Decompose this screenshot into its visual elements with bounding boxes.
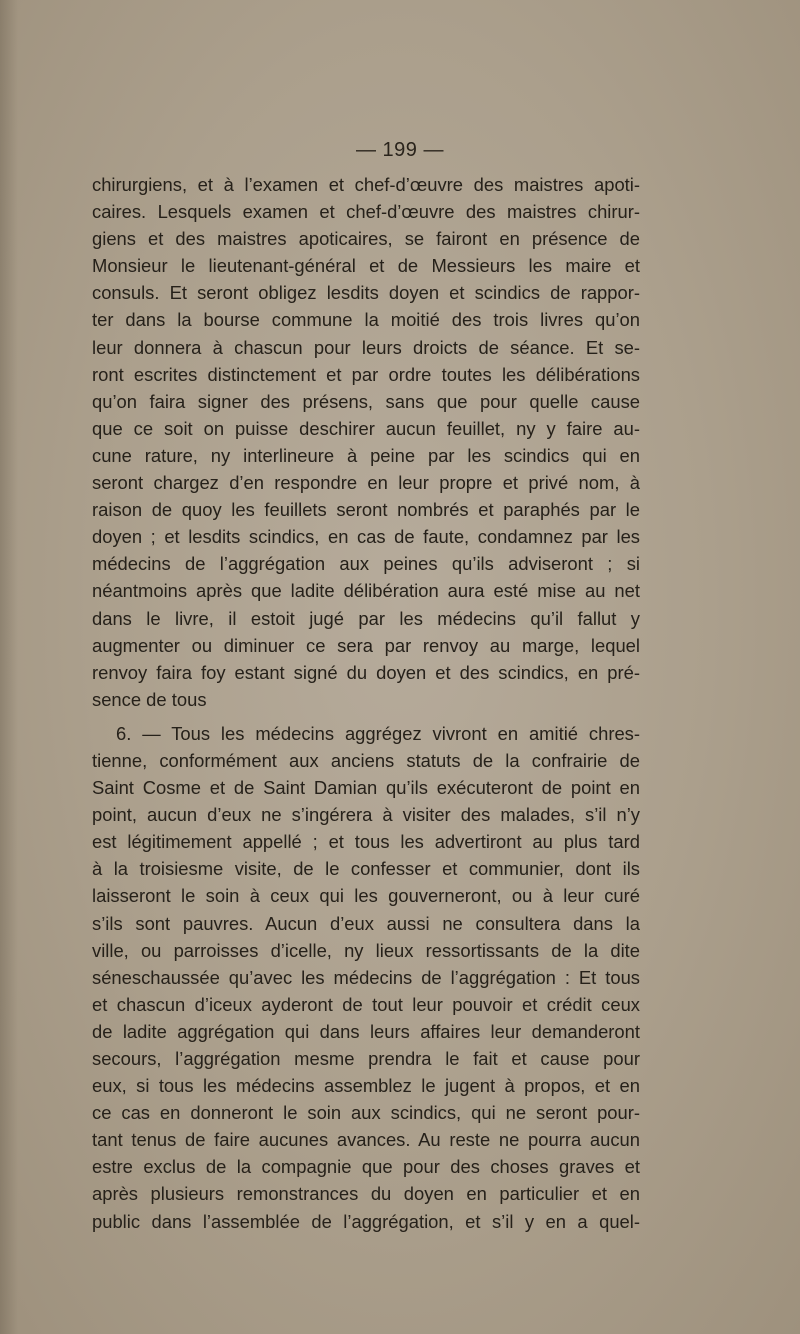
text-line: raison de quoy les feuillets seront nombrés et paraphés par le bbox=[92, 499, 640, 521]
text-line: s’ils sont pauvres. Aucun d’eux aussi ne consultera dans la bbox=[92, 912, 640, 934]
text-line: néantmoins après que ladite délibération aura esté mise au net bbox=[92, 580, 640, 602]
text-line: à la troisiesme visite, de le confesser et communier, dont ils bbox=[92, 858, 640, 880]
text-line: est légitimement appellé ; et tous les advertiront au plus tard bbox=[92, 831, 640, 853]
text-line: Monsieur le lieutenant-général et de Messieurs les maire et bbox=[92, 255, 640, 277]
text-line: caires. Lesquels examen et chef-d’œuvre des maistres chirur- bbox=[92, 201, 640, 223]
text-line: doyen ; et lesdits scindics, en cas de faute, condamnez par les bbox=[92, 526, 640, 548]
text-line: qu’on faira signer des présens, sans que pour quelle cause bbox=[92, 390, 640, 412]
text-line: seront chargez d’en respondre en leur propre et privé nom, à bbox=[92, 472, 640, 494]
paragraph-2 bbox=[92, 720, 640, 1235]
body-text bbox=[92, 171, 640, 1235]
text-line: Saint Cosme et de Saint Damian qu’ils exécuteront de point en bbox=[92, 777, 640, 799]
text-line: point, aucun d’eux ne s’ingérera à visiter des malades, s’il n’y bbox=[92, 804, 640, 826]
text-line: eux, si tous les médecins assemblez le jugent à propos, et en bbox=[92, 1075, 640, 1097]
text-line: dans le livre, il estoit jugé par les médecins qu’il fallut y bbox=[92, 607, 640, 629]
text-line: leur donnera à chascun pour leurs droicts de séance. Et se- bbox=[92, 336, 640, 358]
text-line: cune rature, ny interlineure à peine par les scindics qui en bbox=[92, 444, 640, 466]
text-line: après plusieurs remonstrances du doyen en particulier et en bbox=[92, 1183, 640, 1205]
text-line: tant tenus de faire aucunes avances. Au reste ne pourra aucun bbox=[92, 1129, 640, 1151]
text-line: médecins de l’aggrégation aux peines qu’ils adviseront ; si bbox=[92, 553, 640, 575]
paragraph-1 bbox=[92, 171, 640, 713]
paragraph-spacer bbox=[92, 713, 640, 720]
text-line: ce cas en donneront le soin aux scindics, qui ne seront pour- bbox=[92, 1102, 640, 1124]
text-line: et chascun d’iceux ayderont de tout leur pouvoir et crédit ceux bbox=[92, 993, 640, 1015]
text-line: de ladite aggrégation qui dans leurs affaires leur demanderont bbox=[92, 1020, 640, 1042]
text-line: estre exclus de la compagnie que pour des choses graves et bbox=[92, 1156, 640, 1178]
text-line: tienne, conformément aux anciens statuts de la confrairie de bbox=[92, 749, 640, 771]
text-line: que ce soit on puisse deschirer aucun feuillet, ny y faire au- bbox=[92, 417, 640, 439]
page-number: — 199 — bbox=[356, 139, 444, 161]
text-line: ter dans la bourse commune la moitié des trois livres qu’on bbox=[92, 309, 640, 331]
text-line: renvoy faira foy estant signé du doyen et des scindics, en pré- bbox=[92, 661, 640, 683]
text-line: secours, l’aggrégation mesme prendra le fait et cause pour bbox=[92, 1048, 640, 1069]
text-line: public dans l’assemblée de l’aggrégation, et s’il y en a quel- bbox=[92, 1210, 640, 1232]
text-line: sence de tous bbox=[92, 688, 207, 710]
text-line: 6. — Tous les médecins aggrégez vivront en amitié chres- bbox=[116, 722, 640, 744]
text-line: séneschaussée qu’avec les médecins de l’aggrégation : Et tous bbox=[92, 966, 640, 988]
text-line: giens et des maistres apoticaires, se fairont en présence de bbox=[92, 228, 640, 250]
text-line: augmenter ou diminuer ce sera par renvoy au marge, lequel bbox=[92, 634, 640, 656]
text-line: laisseront le soin à ceux qui les gouverneront, ou à leur curé bbox=[92, 885, 640, 907]
text-line: chirurgiens, et à l’examen et chef-d’œuvre des maistres apoti- bbox=[92, 174, 640, 195]
text-line: ront escrites distinctement et par ordre toutes les délibérations bbox=[92, 363, 640, 385]
text-line: consuls. Et seront obligez lesdits doyen et scindics de rappor- bbox=[92, 282, 640, 304]
text-line: ville, ou parroisses d’icelle, ny lieux ressortissants de la dite bbox=[92, 939, 640, 961]
